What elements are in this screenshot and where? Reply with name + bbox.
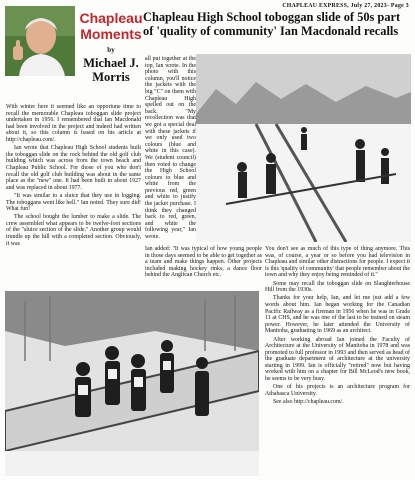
brand-line-1: Chapleau	[79, 10, 143, 26]
paragraph: One of his projects is an architecture program for Athabasca University.	[265, 384, 410, 397]
author-photo	[5, 6, 75, 76]
article-column-2-bottom	[145, 246, 262, 281]
paragraph: The school bought the lumber to make a slide. The crew assembled what appears to be twelve-foot sections of the "sluice section of the slide." Another group would trundle up the hill with a completed section. Obviously, it was	[6, 214, 141, 247]
toboggan-photo-1	[196, 54, 411, 242]
article-column-3	[265, 246, 410, 407]
article-column-1	[6, 104, 141, 249]
paragraph: Thanks for your help, Ian, and let me just add a few words about him. Ian began working for the Canadian Pacific Railway as a fireman in 1956 when he was in Grade 11 at CHS, and he was one of the last to be trained on steam power. However, he later attended the University of Manitoba, graduating in 1969 as an architect.	[265, 295, 410, 335]
paragraph: Some may recall the toboggan slide on Slaughterhouse Hill from the 1930s.	[265, 280, 410, 294]
brand-line-2: Moments	[80, 26, 142, 42]
author-name	[79, 56, 143, 84]
paragraph: After working abroad Ian joined the Faculty of Architecture at the University of Manitoba in 1978 and was promoted to full professor in 1993 and then served as head of the graduate department of architecture at the university starting in 1999. Ian is officially "retired" now but having worked with him on a chapter for Bill McLeod's new book, he seems to be very busy.	[265, 336, 410, 383]
paragraph: Ian added: "It was typical of how young people in those days seemed to be able to get together as a team and make things happen. Other projects included making hockey rinks, a dance floor behind the Anglican Church etc.	[145, 246, 262, 279]
byline-by: by	[107, 46, 115, 54]
author-last: Morris	[92, 70, 130, 84]
paragraph: With winter here it seemed like an opportune time to recall the memorable Chapleau toboggan slide project undertaken in 1956. I remembered that Ian Macdonald had been involved in the project and indeed had written about it, so this column is based on his article at http://chapleau.com/.	[6, 104, 141, 143]
headline: Chapleau High School toboggan slide of 50s part of 'quality of community' Ian Macdonald recalls	[143, 10, 401, 38]
paragraph: Ian wrote that Chapleau High School students built the toboggan slide on the rock behind the old golf club building which was across from the town beach and Chapleau Public School. For those of you who don't recall the old golf club building was about in the same place as the "new" one. It had been built in about 1927 and was replaced in about 1977.	[6, 145, 141, 191]
masthead: CHAPLEAU EXPRESS, July 27, 2023- Page 3	[282, 3, 409, 9]
column-brand	[79, 10, 143, 42]
paragraph: all put together at the top, Ian wrote. In the photo with this column, you'll notice the jackets with the big "C" on them with Chapleau High spelled out on the back. "My recollection was that we got a special deal with these jackets if we only used two colours (blue and white in this case). We (student council) then voted to change the High School colours to blue and white from the previous red, green and white to justify the jacket purchase. I think they changed back to red, green, and white the following year," Ian wrote.	[145, 56, 196, 241]
article-column-2-top	[145, 56, 196, 242]
paragraph: You don't see as much of this type of thing anymore. This was, of course, a year or so before you had television in Chapleau and similar other distractions for people. I expect it is this 'quality of community' that people remember about the town and why they enjoy being reminded of it."	[265, 246, 410, 279]
paragraph: See also http://chapleau.com/.	[273, 399, 344, 406]
author-first: Michael J.	[83, 56, 139, 70]
toboggan-photo-2	[5, 291, 259, 476]
paragraph: "It was similar to a sluice that they use in logging. The toboggans went like hell." Ian noted. They sure did! What fun!	[6, 192, 141, 213]
